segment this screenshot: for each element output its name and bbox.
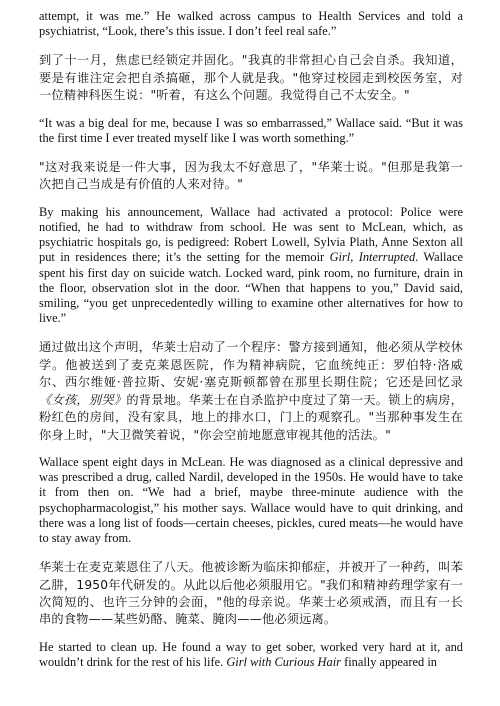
text-run: . Wallace spent his first day on suicide watch. Locked ward, pink room, no furniture, drain in the floor, observation slot in the door. “When that happens to you,” David said, smiling, “you get unprecedentedly willing to examine other alternatives for how to live.” — [39, 250, 463, 326]
paragraph-gap — [39, 444, 463, 455]
paragraph-gap — [39, 629, 463, 640]
paragraph-gap — [39, 146, 463, 159]
book-title: 《女孩，别哭》 — [39, 392, 127, 407]
text-run: By making his announcement, Wallace had activated a protocol: Police were notified, he had to withdraw from school. He was sent to McLean, which, as psychiatric hospitals go, is pedigreed: Robert Lowell, Sylvia Plath, Anne Sexton all put in residences there; it’s the setting for the memoir — [39, 204, 463, 265]
paragraph-en-3 — [39, 205, 463, 327]
paragraph-en-4: Wallace spent eight days in McLean. He was diagnosed as a clinical depressive and was prescribed a drug, called Nardil, developed in the 1950s. He would have to take it from then on. “We had a brief, maybe three-minute audience with the psychopharmacologist,” his mother says. Wallace would have to quit drinking, and there was a long list of foods—certain cheeses, pickles, cured meats—he would have to stay away from. — [39, 454, 463, 545]
paragraph-zh-4: 华莱士在麦克莱恩住了八天。他被诊断为临床抑郁症，并被开了一种药，叫苯乙肼，1950年代研发的。从此以后他必须服用它。"我们和精神药理学家有一次简短的、也许三分钟的会面，"他的母亲说。华莱士必须戒酒，而且有一长串的食物——某些奶酪、腌菜、腌肉——他必须远离。 — [39, 560, 463, 627]
text-run: 通过做出这个声明，华莱士启动了一个程序：警方接到通知，他必须从学校休学。他被送到了麦克莱恩医院，作为精神病院，它血统纯正：罗伯特·洛威尔、西尔维娅·普拉斯、安妮·塞克斯顿都曾在那里长期住院；它还是回忆录 — [39, 340, 463, 390]
paragraph-gap — [39, 39, 463, 52]
book-title: Girl, Interrupted — [329, 250, 416, 265]
paragraph-en-5 — [39, 640, 463, 670]
paragraph-gap — [39, 546, 463, 559]
paragraph-gap — [39, 194, 463, 205]
text-run: 的背景地。华莱士在自杀监护中度过了第一天。锁上的病房，粉红色的房间，没有家具，地上的排水口，门上的观察孔。"当那种事发生在你身上时，"大卫微笑着说，"你会空前地愿意审视其他的活法。" — [39, 392, 463, 442]
book-title: Girl with Curious Hair — [226, 654, 341, 669]
paragraph-zh-2: "这对我来说是一件大事，因为我太不好意思了，"华莱士说。"但那是我第一次把自己当成是有价值的人来对待。" — [39, 160, 463, 192]
document-page — [39, 9, 463, 670]
paragraph-en-1: attempt, it was me.” He walked across campus to Health Services and told a psychiatrist, “Look, there’s this issue. I don’t feel real safe.” — [39, 9, 463, 39]
text-run: finally appeared in — [340, 654, 437, 669]
paragraph-gap — [39, 105, 463, 116]
paragraph-en-2: “It was a big deal for me, because I was so embarrassed,” Wallace said. “But it was the first time I ever treated myself like I was worth something.” — [39, 115, 463, 145]
paragraph-gap — [39, 326, 463, 339]
paragraph-zh-3 — [39, 339, 463, 443]
paragraph-zh-1: 到了十一月，焦虑已经锁定并固化。"我真的非常担心自己会自杀。我知道，要是有谁注定会把自杀搞砸，那个人就是我。"他穿过校园走到校医务室，对一位精神科医生说："听着，有这么个问题。我觉得自己不太安全。" — [39, 53, 463, 103]
text-run: He started to clean up. He found a way to get sober, worked very hard at it, and wouldn’t drink for the rest of his life. — [39, 639, 463, 669]
